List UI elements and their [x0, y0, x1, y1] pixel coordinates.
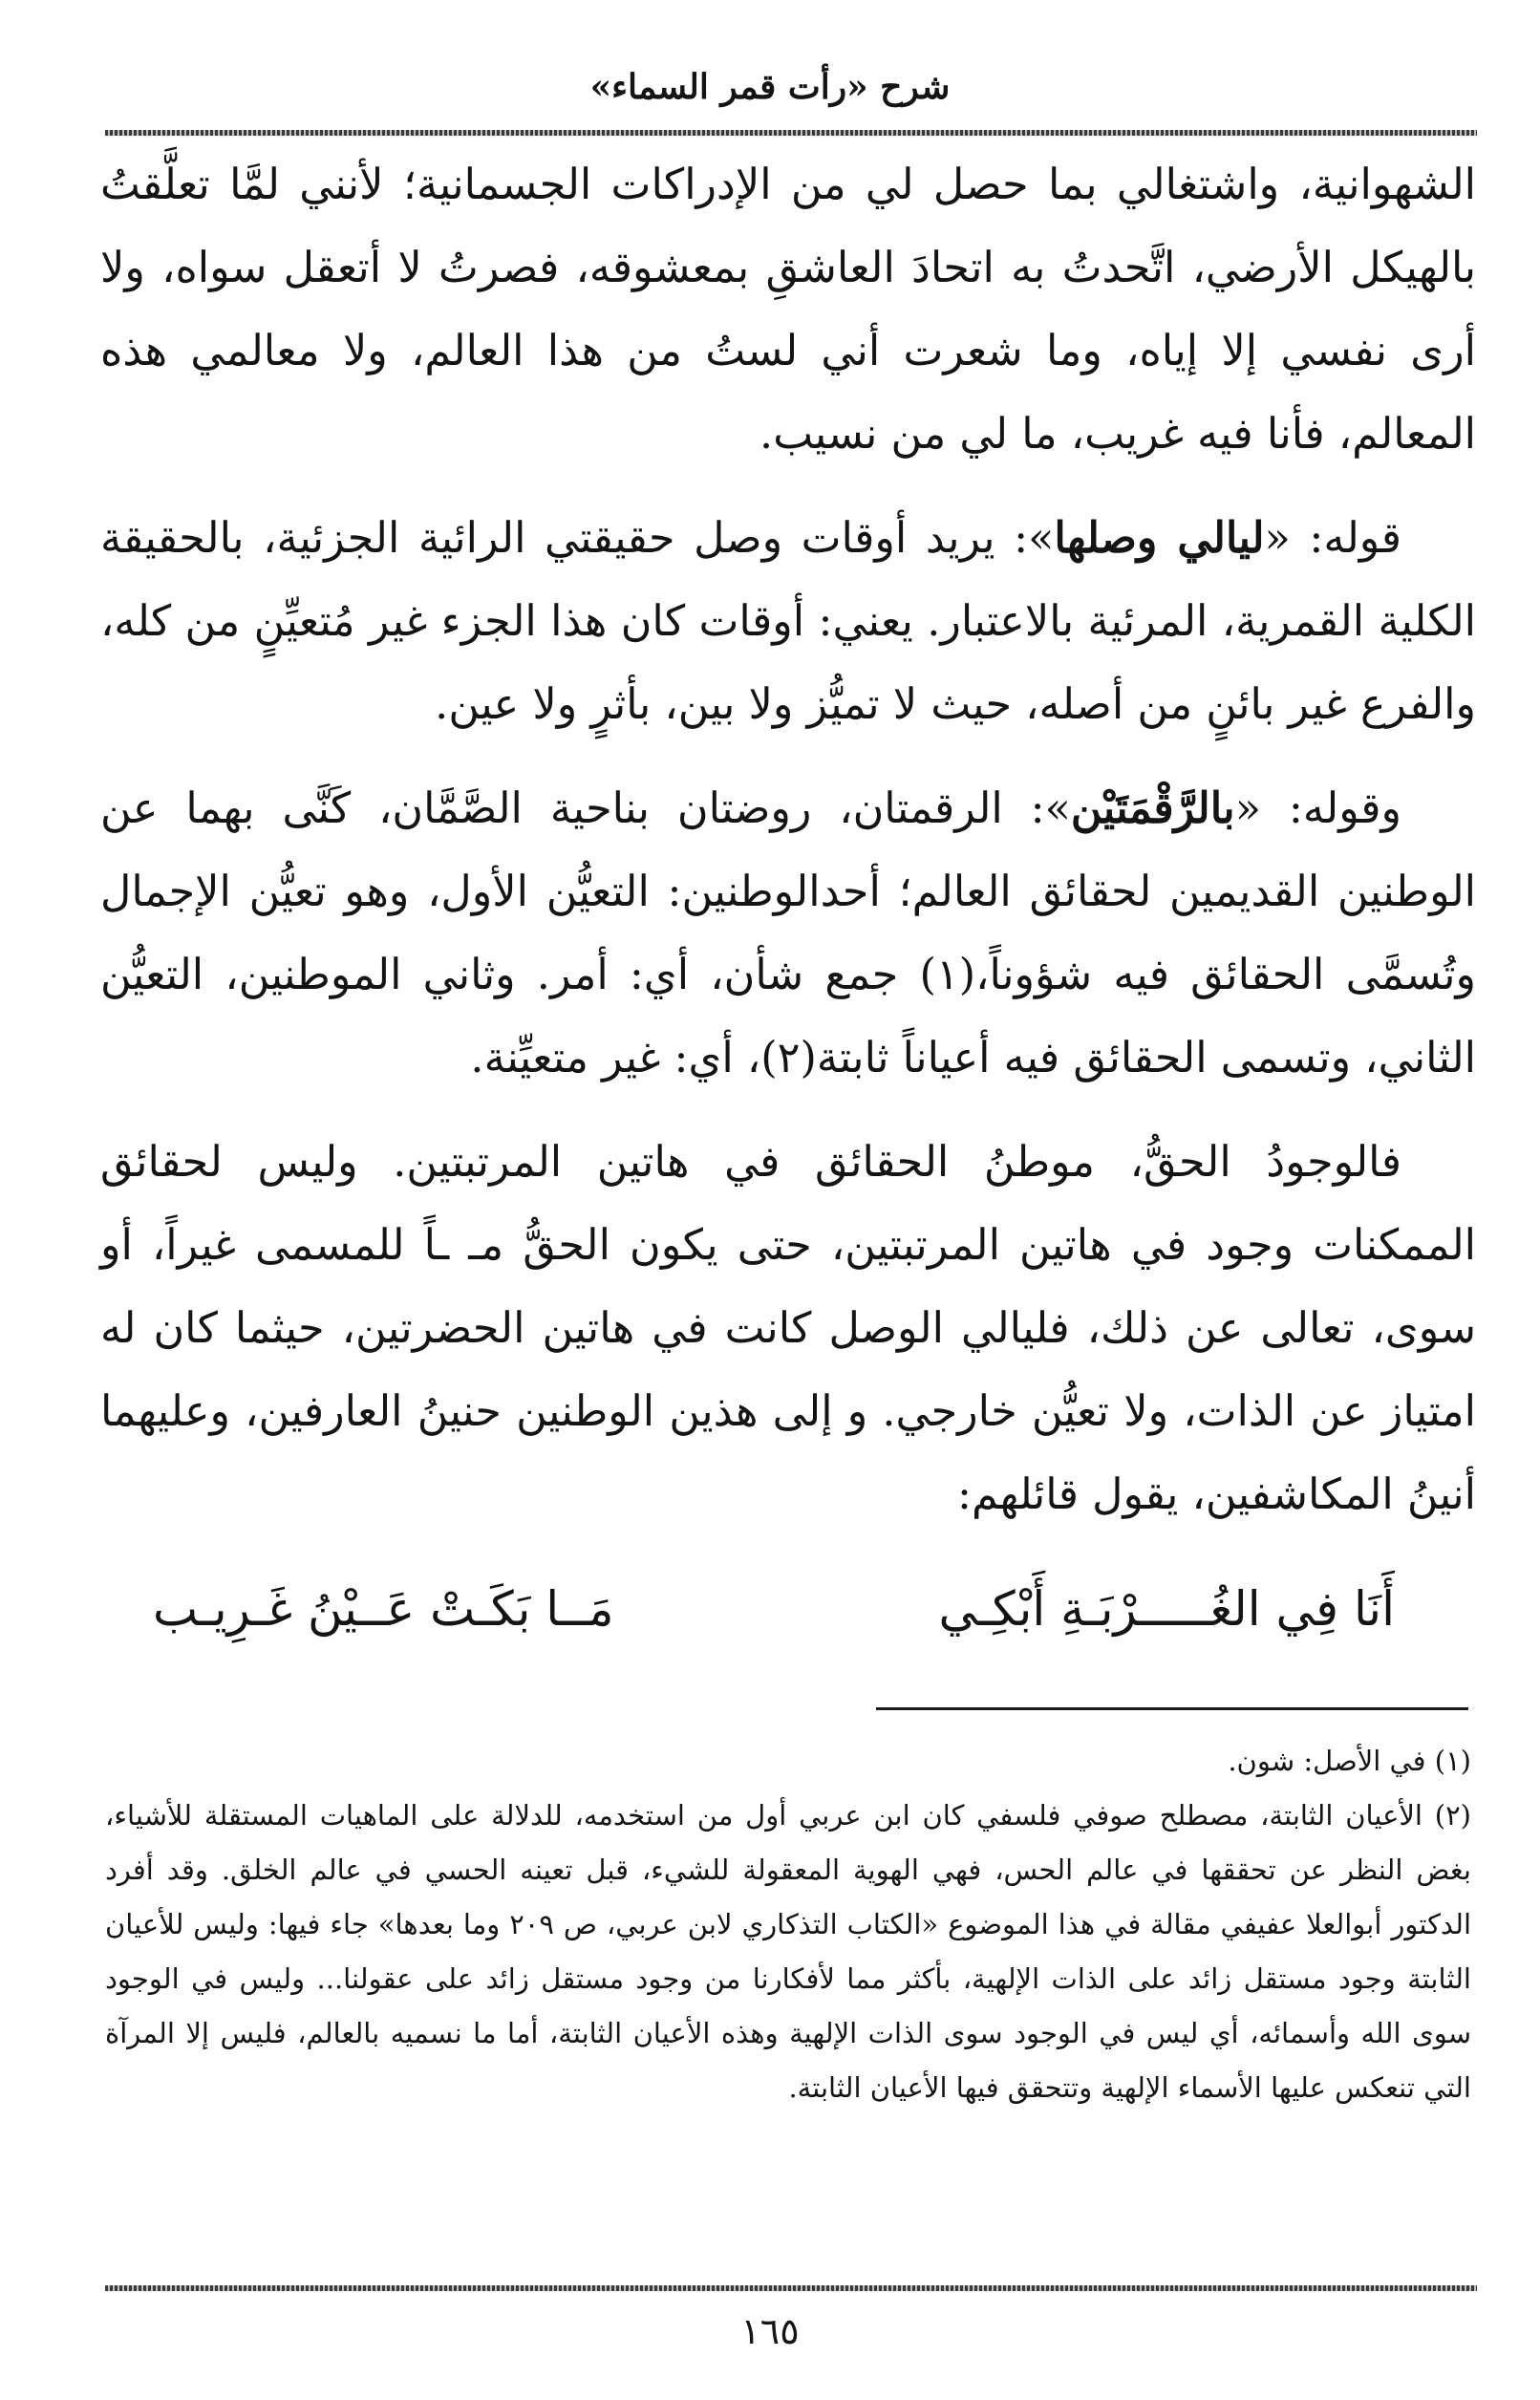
header-rule — [105, 130, 1477, 136]
poem-verse — [153, 1581, 1395, 1667]
footnote-2: (٢) الأعيان الثابتة، مصطلح صوفي فلسفي كان ابن عربي أول من استخدمه، للدلالة على الماهيات المستقلة للأشياء، بغض النظر عن تحققها في عالم الحس، فهي الهوية المعقولة للشيء، قبل تعينه الحسي في عالم الخلق. وقد أفرد الدكتور أبوالعلا عفيفي مقالة في هذا الموضوع «الكتاب التذكاري لابن عربي، ص ٢٠٩ وما بعدها» جاء فيها: وليس للأعيان الثابتة وجود مستقل زائد على الذات الإلهية، بأكثر مما لأفكارنا من وجود مستقل زائد على عقولنا... وليس في الوجود سوى الله وأسمائه، أي ليس في الوجود سوى الذات الإلهية وهذه الأعيان الثابتة، أما ما نسميه بالعالم، فليس إلا المرآة التي تنعكس عليها الأسماء الإلهية وتتحقق فيها الأعيان الثابتة. — [105, 1799, 1472, 2104]
paragraph-2-text: »: يريد أوقات وصل حقيقتي الرائية الجزئية، بالحقيقة الكلية القمرية، المرئية بالاعتبار. يعني: أوقات كان هذا الجزء غير مُتعيِّنٍ من كله، والفرع غير بائنٍ من أصله، حيث لا تميُّز ولا بين، بأثرٍ ولا عين. — [100, 514, 1476, 729]
paragraph-2 — [100, 497, 1476, 746]
paragraph-1-text: الشهوانية، واشتغالي بما حصل لي من الإدراكات الجسمانية؛ لأنني لمَّا تعلَّقتُ بالهيكل الأرضي، اتَّحدتُ به اتحادَ العاشقِ بمعشوقه، فصرتُ لا أتعقل سواه، ولا أرى نفسي إلا إياه، وما شعرت أني لستُ من هذا العالم، ولا معالمي هذه المعالم، فأنا فيه غريب، ما لي من نسيب. — [100, 161, 1476, 459]
main-text — [100, 143, 1476, 1536]
paragraph-2-lead: قوله: « — [1264, 514, 1402, 563]
paragraph-3-text: »: الرقمتان، روضتان بناحية الصَّمَّان، كَنَّى بهما عن الوطنين القديمين لحقائق العالم؛ أحدالوطنين: التعيُّن الأول، وهو تعيُّن الإجمال وتُسمَّى الحقائق فيه شؤوناً،(١) جمع شأن، أي: أمر. وثاني الموطنين، التعيُّن الثاني، وتسمى الحقائق فيه أعياناً ثابتة(٢)، أي: غير متعيِّنة. — [100, 784, 1476, 1082]
paragraph-2-quoted-term: ليالي وصلها — [1054, 513, 1265, 563]
verse-second-hemistich: مَــا بَكَـتْ عَــيْنُ غَـرِيـب — [153, 1581, 614, 1637]
paragraph-1 — [100, 143, 1476, 476]
running-title: شرح «رأت قمر السماء» — [589, 67, 951, 107]
page-number: ١٦٥ — [740, 2310, 800, 2352]
paragraph-3-lead: وقوله: « — [1234, 784, 1401, 833]
footnotes — [105, 1734, 1471, 2115]
paragraph-4 — [100, 1121, 1476, 1536]
paragraph-3 — [100, 767, 1476, 1100]
paragraph-4-text: فالوجودُ الحقُّ، موطنُ الحقائق في هاتين المرتبتين. وليس لحقائق الممكنات وجود في هاتين المرتبتين، حتى يكون الحقُّ مـ ـاً للمسمى غيراً، أو سوى، تعالى عن ذلك، فليالي الوصل كانت في هاتين الحضرتين، حيثما كان له امتياز عن الذات، ولا تعيُّن خارجي. و إلى هذين الوطنين حنينُ العارفين، وعليهما أنينُ المكاشفين، يقول قائلهم: — [100, 1138, 1476, 1519]
verse-first-hemistich: أَنَا فِي الغُـــــرْبَـةِ أَبْكِـي — [938, 1581, 1395, 1637]
paragraph-3-quoted-term: بالرَّقْمَتَيْن — [1070, 783, 1235, 833]
footnote-1: (١) في الأصل: شون. — [1228, 1745, 1471, 1777]
footnote-separator — [876, 1707, 1468, 1710]
footer-rule — [105, 2285, 1477, 2291]
